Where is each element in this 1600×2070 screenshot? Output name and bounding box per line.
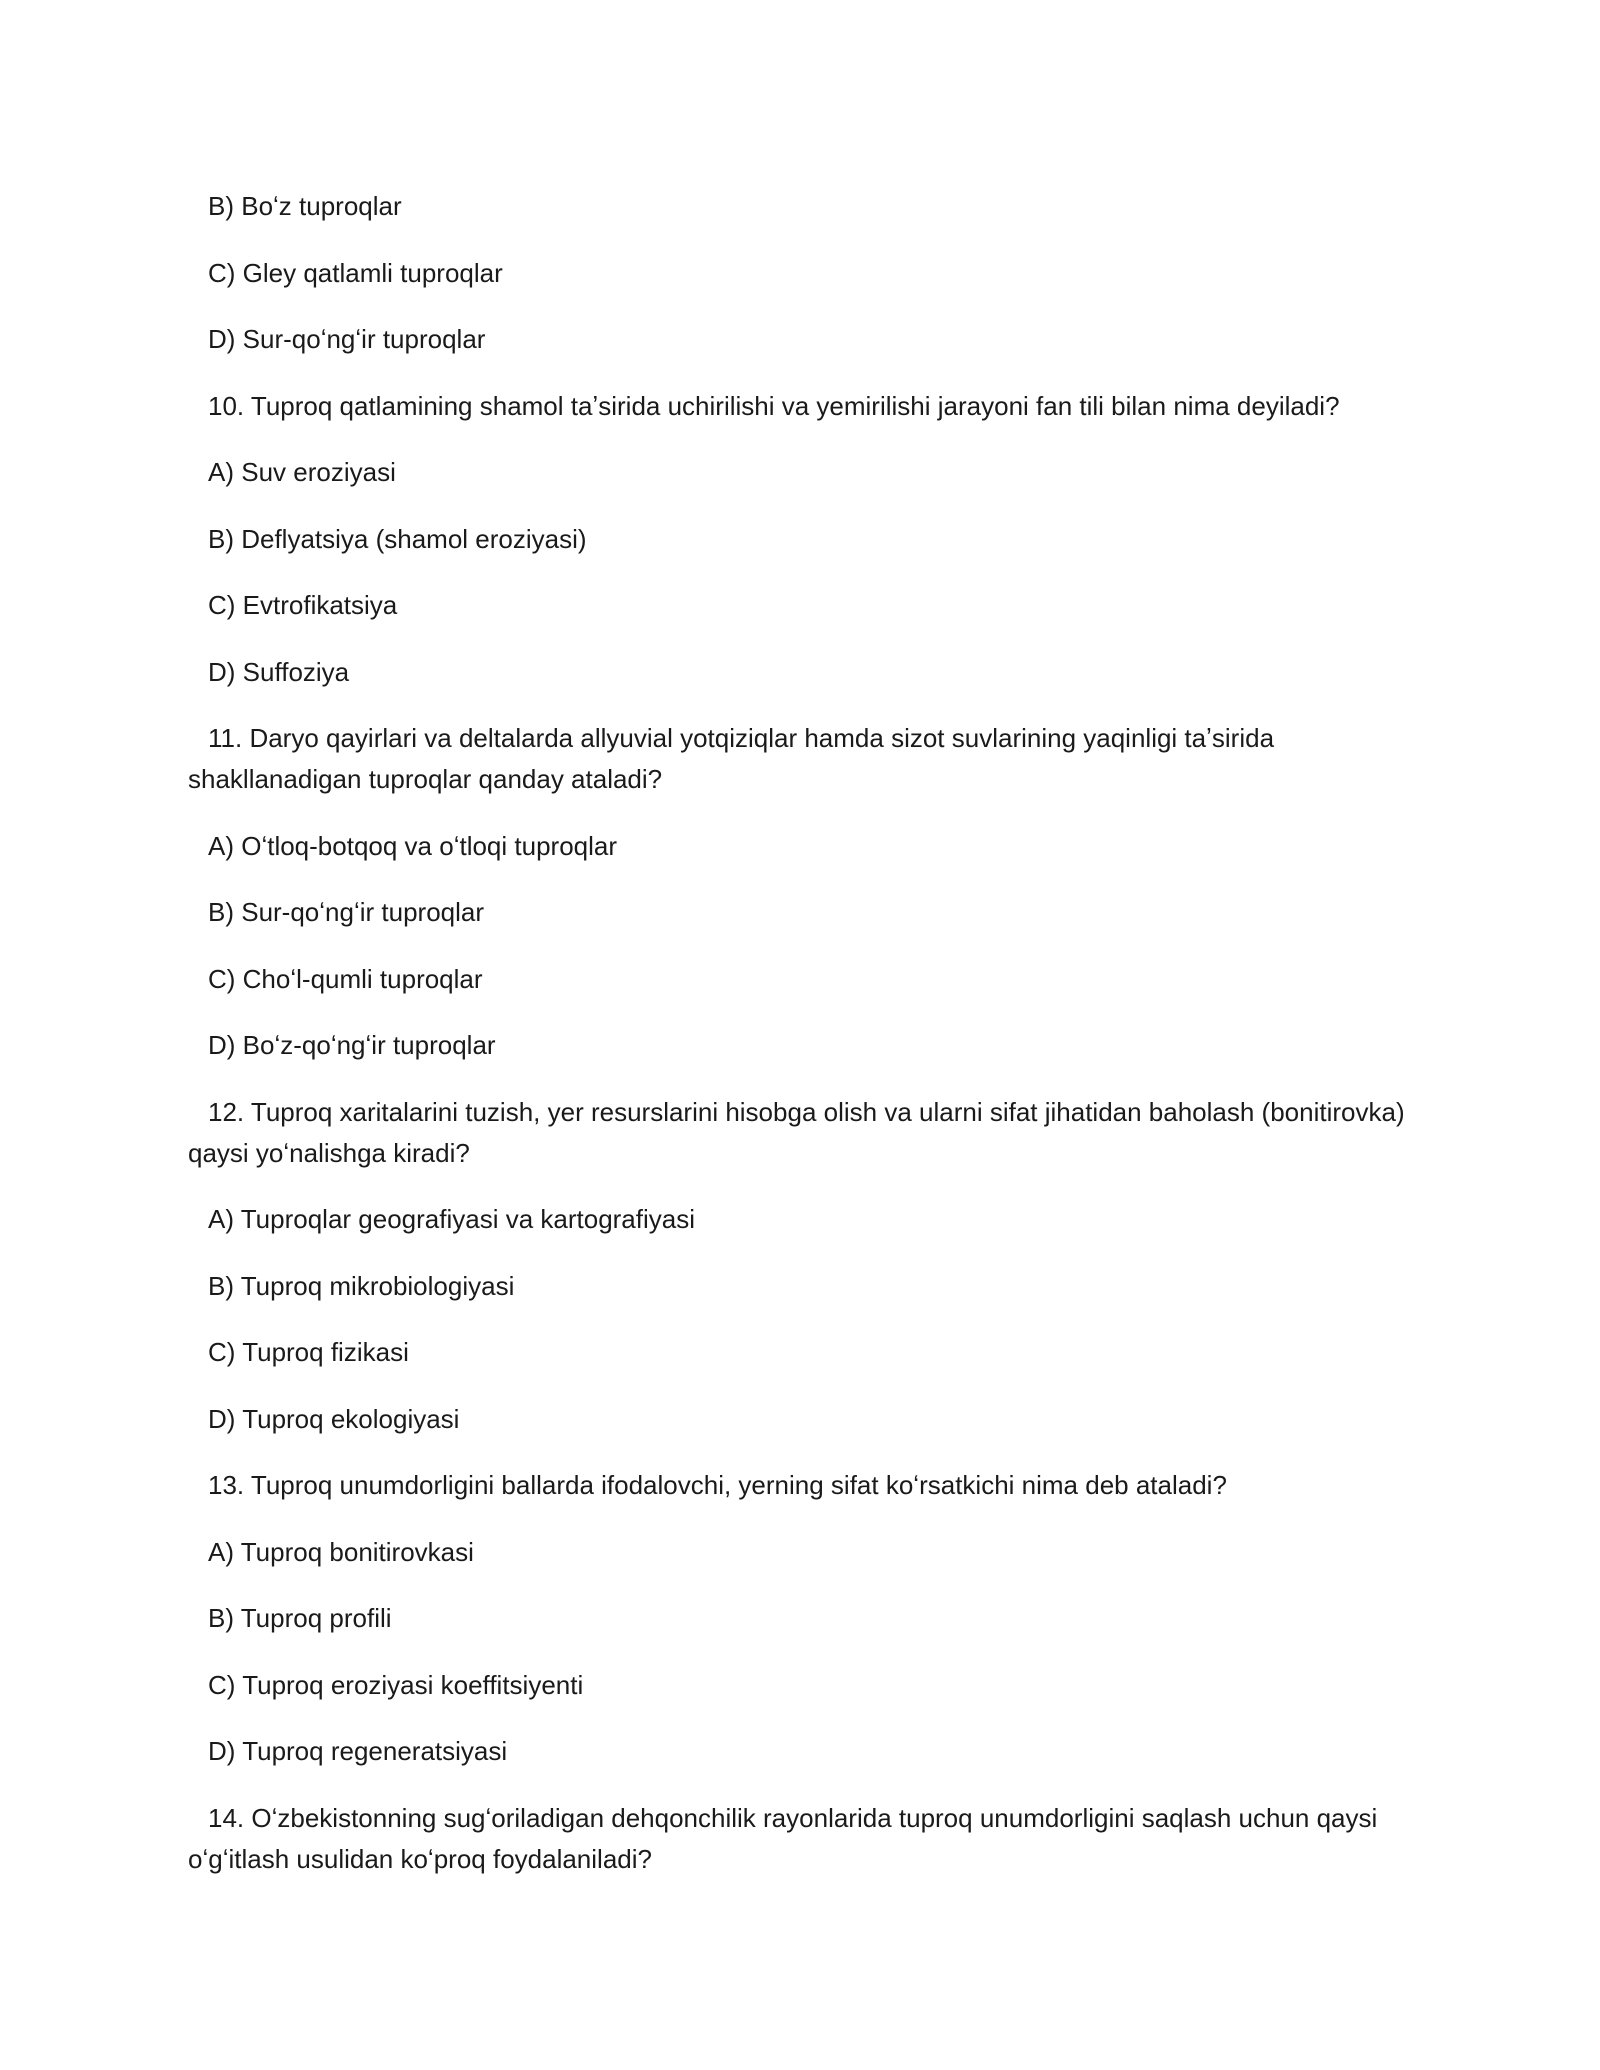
- option-10b: B) Deflyatsiya (shamol eroziyasi): [208, 523, 587, 554]
- option-13a: A) Tuproq bonitirovkasi: [208, 1536, 474, 1567]
- option-12b: B) Tuproq mikrobiologiyasi: [208, 1270, 515, 1301]
- option-9d: D) Sur-qoʻngʻir tuproqlar: [208, 324, 486, 354]
- option-10a: A) Suv eroziyasi: [208, 457, 396, 487]
- option-12c: C) Tuproq fizikasi: [208, 1337, 409, 1367]
- option-13d: D) Tuproq regeneratsiyasi: [208, 1736, 508, 1766]
- document-content: [188, 186, 1418, 1905]
- option-10d: D) Suffoziya: [208, 656, 350, 687]
- option-13c: C) Tuproq eroziyasi koeffitsiyenti: [208, 1669, 584, 1700]
- question-14: 14. Oʻzbekistonning sugʻoriladigan dehqonchilik rayonlarida tuproq unumdorligini saqlash uchun qaysi oʻgʻitlash usulidan koʻproq foydalaniladi?: [188, 1802, 1378, 1874]
- question-10: 10. Tuproq qatlamining shamol taʼsirida uchirilishi va yemirilishi jarayoni fan tili bilan nima deyiladi?: [208, 390, 1340, 421]
- option-11c: C) Choʻl-qumli tuproqlar: [208, 963, 483, 994]
- option-10c: C) Evtrofikatsiya: [208, 590, 398, 620]
- option-9b: B) Boʻz tuproqlar: [208, 191, 402, 221]
- option-11a: A) Oʻtloq-botqoq va oʻtloqi tuproqlar: [208, 830, 618, 861]
- option-11d: D) Boʻz-qoʻngʻir tuproqlar: [208, 1030, 496, 1060]
- option-12a: A) Tuproqlar geografiyasi va kartografiyasi: [208, 1204, 696, 1234]
- option-11b: B) Sur-qoʻngʻir tuproqlar: [208, 897, 485, 927]
- option-9c: C) Gley qatlamli tuproqlar: [208, 257, 503, 288]
- option-13b: B) Tuproq profili: [208, 1603, 392, 1633]
- question-11: 11. Daryo qayirlari va deltalarda allyuvial yotqiziqlar hamda sizot suvlarining yaqinligi taʼsirida shakllanadigan tuproqlar qanday ataladi?: [188, 723, 1275, 794]
- option-12d: D) Tuproq ekologiyasi: [208, 1403, 460, 1434]
- question-12: 12. Tuproq xaritalarini tuzish, yer resurslarini hisobga olish va ularni sifat jihatidan baholash (bonitirovka) qaysi yoʻnalishga kiradi?: [188, 1096, 1405, 1168]
- question-13: 13. Tuproq unumdorligini ballarda ifodalovchi, yerning sifat koʻrsatkichi nima deb ataladi?: [208, 1470, 1227, 1500]
